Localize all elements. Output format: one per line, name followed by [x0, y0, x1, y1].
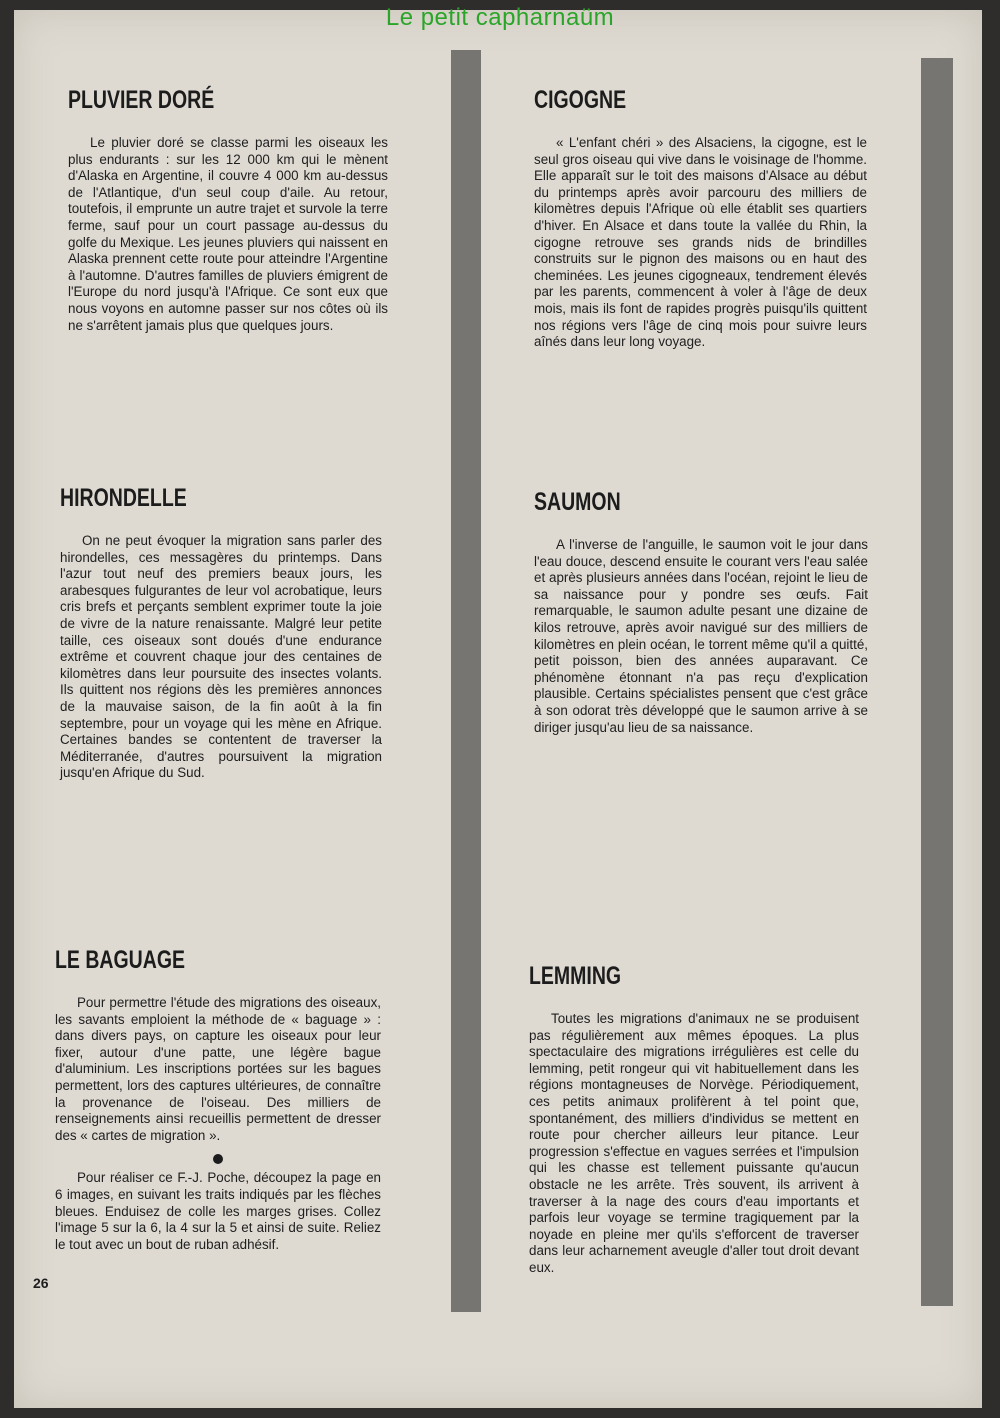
section-body: Le pluvier doré se classe parmi les oiseaux les plus endurants : sur les 12 000 km qui le mènent d'Alaska en Argentine, il couvre 4 000 km au-dessus de l'Atlantique, d'un seul coup d'aile. Au retour, toutefois, il emprunte un autre trajet et survole la terre ferme, sauf pour un court passage au-dessus du golfe du Mexique. Les jeunes pluviers qui naissent en Alaska prennent cette route pour atteindre l'Argentine à l'automne. D'autres familles de pluviers émigrent de l'Europe du nord jusqu'à l'Afrique. Ce sont eux que nous voyons en automne passer sur nos côtes où ils ne s'arrêtent jamais plus que quelques jours.	[68, 135, 388, 333]
section-cigogne	[534, 86, 867, 351]
section-title: HIRONDELLE	[60, 484, 187, 512]
section-hirondelle	[60, 484, 382, 782]
section-lemming	[529, 962, 859, 1277]
bullet-dot	[213, 1154, 223, 1164]
section-title: LE BAGUAGE	[55, 946, 186, 974]
section-body: A l'inverse de l'anguille, le saumon voit le jour dans l'eau douce, descend ensuite le courant vers l'eau salée et après plusieurs années dans l'océan, rejoint le lieu de sa naissance pour y pondre ses œufs. Fait remarquable, le saumon adulte pesant une dizaine de kilos retrouve, après avoir navigué sur des milliers de kilomètres en plein océan, le torrent même qu'il a quitté, petit poisson, bien des années auparavant. Ce phénomène étonnant n'a pas reçu d'explication plausible. Certains spécialistes pensent que c'est grâce à son odorat très développé que le saumon arrive à se diriger jusqu'au lieu de sa naissance.	[534, 537, 868, 735]
section-body: Pour permettre l'étude des migrations des oiseaux, les savants emploient la méthode de « baguage » : dans divers pays, on capture les oiseaux pour leur fixer, autour d'une patte, une légère bague d'aluminium. Les inscriptions portées sur les bagues permettent, lors des captures ultérieures, de connaître la provenance de l'oiseau. Des milliers de renseignements ainsi recueillis permettent de dresser des « cartes de migration ».	[55, 995, 381, 1143]
section-body: On ne peut évoquer la migration sans parler des hirondelles, ces messagères du printemps. Dans l'azur tout neuf des premiers beaux jours, les arabesques fulgurantes de leur vol acrobatique, leurs cris brefs et perçants semblent exprimer toute la joie de vivre de la nature renaissante. Malgré leur petite taille, ces oiseaux sont doués d'une endurance extrême et couvrent chaque jour des centaines de kilomètres dans leur poursuite des insectes volants. Ils quittent nos régions dès les premières annonces de la mauvaise saison, de la fin août à la fin septembre, pour un voyage qui les mène en Afrique. Certaines bandes se contentent de traverser la Méditerranée, d'autres poursuivent la migration jusqu'en Afrique du Sud.	[60, 533, 382, 781]
section-body: « L'enfant chéri » des Alsaciens, la cigogne, est le seul gros oiseau qui vive dans le voisinage de l'homme. Elle apparaît sur le toit des maisons d'Alsace au début du printemps après avoir parcouru des milliers de kilomètres depuis l'Afrique où elle établit ses quartiers d'hiver. En Alsace et dans toute la vallée du Rhin, la cigogne retrouve ses grands nids de brindilles construits sur le pignon des maisons ou en haut des cheminées. Les jeunes cigogneaux, tendrement élevés par les parents, commencent à voler à l'âge de deux mois, mais ils font de rapides progrès puisqu'ils quittent nos régions vers l'âge de cinq mois pour suivre leurs aînés dans leur long voyage.	[534, 135, 867, 350]
section-pluvier-dore	[68, 86, 388, 334]
section-title: LEMMING	[529, 962, 622, 990]
section-title: PLUVIER DORÉ	[68, 86, 215, 114]
section-title: CIGOGNE	[534, 86, 627, 114]
watermark: Le petit capharnaüm	[385, 4, 615, 31]
section-le-baguage	[55, 946, 381, 1253]
instructions-body: Pour réaliser ce F.-J. Poche, découpez la page en 6 images, en suivant les traits indiqués par les flèches bleues. Enduisez de colle les marges grises. Collez l'image 5 sur la 6, la 4 sur la 5 et ainsi de suite. Reliez le tout avec un bout de ruban adhésif.	[55, 1170, 381, 1252]
page-number: 26	[33, 1275, 49, 1291]
section-body: Toutes les migrations d'animaux ne se produisent pas régulièrement aux mêmes époques. La plus spectaculaire des migrations irrégulières est celle du lemming, petit rongeur qui vit habituellement dans les régions montagneuses de Norvège. Périodiquement, ces petits animaux prolifèrent à tel point que, spontanément, des milliers d'individus se mettent en route pour chercher ailleurs leur pitance. Leur progression s'effectue en vagues serrées et l'impulsion qui les chasse est tellement puissante qu'aucun obstacle ne les arrête. Très souvent, ils arrivent à traverser à la nage des cours d'eau importants et parfois leur voyage se termine tragiquement par la noyade en pleine mer qu'ils s'efforcent de traverser dans leur acharnement aveugle d'aller tout droit devant eux.	[529, 1011, 859, 1275]
gray-margin-bar-right	[921, 58, 953, 1306]
section-saumon	[534, 488, 868, 736]
section-title: SAUMON	[534, 488, 621, 516]
gray-margin-bar-left	[451, 50, 481, 1312]
